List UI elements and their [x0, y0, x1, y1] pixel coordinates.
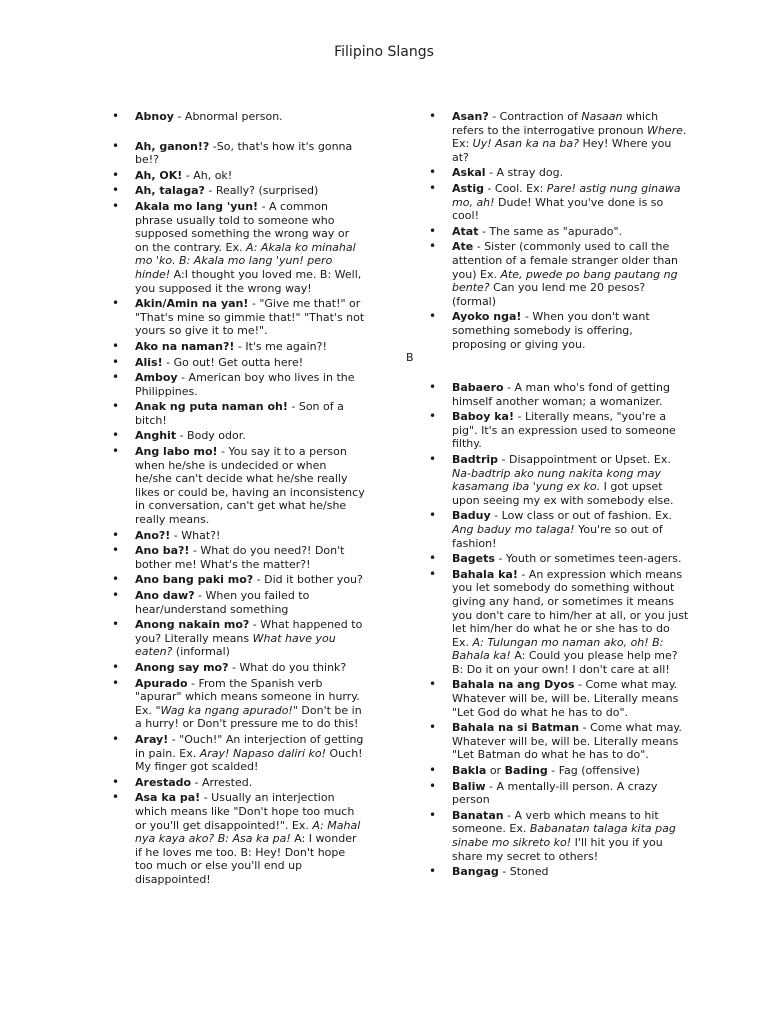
slang-entry: • Ano bang paki mo? - Did it bother you? [110, 573, 366, 587]
left-column [110, 110, 366, 888]
slang-entry: • Apurado - From the Spanish verb "apurar" which means someone in hurry. Ex. "Wag ka ngang apurado!" Don't be in a hurry! or Don't pressure me to do this! [110, 677, 366, 731]
slang-entry: • Akala mo lang 'yun! - A common phrase usually told to someone who supposed something the wrong way or on the contrary. Ex. A: Akala ko minahal mo 'ko. B: Akala mo lang 'yun! pero hinde! A:I thought you loved me. B: Well, you supposed it the wrong way! [110, 200, 366, 295]
slang-entry: • Ano ba?! - What do you need?! Don't bother me! What's the matter?! [110, 544, 366, 571]
slang-entry: • Anong say mo? - What do you think? [110, 661, 366, 675]
slang-entry: • Bahala na si Batman - Come what may. Whatever will be, will be. Literally means "Let Batman do what he has to do". [427, 721, 689, 762]
section-heading-b: B [406, 351, 414, 364]
slang-list-b [427, 381, 689, 879]
slang-entry: • Baduy - Low class or out of fashion. Ex. Ang baduy mo talaga! You're so out of fashion! [427, 509, 689, 550]
slang-entry: • Asan? - Contraction of Nasaan which refers to the interrogative pronoun Where. Ex: Uy! Asan ka na ba? Hey! Where you at? [427, 110, 689, 164]
slang-entry: • Baboy ka! - Literally means, "you're a pig". It's an expression used to someone filthy. [427, 410, 689, 451]
slang-entry: • Bagets - Youth or sometimes teen-agers. [427, 552, 689, 566]
slang-entry: • Ano daw? - When you failed to hear/understand something [110, 589, 366, 616]
slang-entry: • Ayoko nga! - When you don't want something somebody is offering, proposing or giving you. [427, 310, 689, 351]
right-column-a [427, 110, 689, 353]
slang-entry: • Arestado - Arrested. [110, 776, 366, 790]
slang-entry: • Ate - Sister (commonly used to call the attention of a female stranger older than you) Ex. Ate, pwede po bang pautang ng bente? Can you lend me 20 pesos? (formal) [427, 240, 689, 308]
slang-entry: • Amboy - American boy who lives in the Philippines. [110, 371, 366, 398]
right-column-b [427, 381, 689, 881]
slang-entry: • Ah, ganon!? -So, that's how it's gonna be!? [110, 140, 366, 167]
slang-entry: • Badtrip - Disappointment or Upset. Ex. Na-badtrip ako nung nakita kong may kasamang iba 'yung ex ko. I got upset upon seeing my ex with somebody else. [427, 453, 689, 507]
slang-entry: • Ang labo mo! - You say it to a person when he/she is undecided or when he/she can't decide what he/she really likes or could be, having an inconsistency in conversation, can't get what he/she really means. [110, 445, 366, 527]
slang-entry: • Anghit - Body odor. [110, 429, 366, 443]
slang-entry: • Bahala ka! - An expression which means you let somebody do something without giving any hand, or sometimes it means you don't care to him/her at all, or you just let him/her do what he or she has to do Ex. A: Tulungan mo naman ako, oh! B: Bahala ka! A: Could you please help me? B: Do it on your own! I don't care at all! [427, 568, 689, 677]
slang-entry: • Ako na naman?! - It's me again?! [110, 340, 366, 354]
slang-entry: • Ah, talaga? - Really? (surprised) [110, 184, 366, 198]
slang-entry: • Anong nakain mo? - What happened to you? Literally means What have you eaten? (informal) [110, 618, 366, 659]
slang-list-a [427, 110, 689, 351]
slang-entry: • Bakla or Bading - Fag (offensive) [427, 764, 689, 778]
slang-entry: • Aray! - "Ouch!" An interjection of getting in pain. Ex. Aray! Napaso daliri ko! Ouch! My finger got scalded! [110, 733, 366, 774]
slang-entry: • Anak ng puta naman oh! - Son of a bitch! [110, 400, 366, 427]
slang-entry: • Ano?! - What?! [110, 529, 366, 543]
slang-entry: • Bangag - Stoned [427, 865, 689, 879]
slang-entry: • Astig - Cool. Ex: Pare! astig nung ginawa mo, ah! Dude! What you've done is so cool! [427, 182, 689, 223]
slang-entry: • Bahala na ang Dyos - Come what may. Whatever will be, will be. Literally means "Let God do what he has to do". [427, 678, 689, 719]
slang-entry: • Banatan - A verb which means to hit someone. Ex. Babanatan talaga kita pag sinabe mo sikreto ko! I'll hit you if you share my secret to others! [427, 809, 689, 863]
slang-entry: • Asa ka pa! - Usually an interjection which means like "Don't hope too much or you'll get disappointed!". Ex. A: Mahal nya kaya ako? B: Asa ka pa! A: I wonder if he loves me too. B: Hey! Don't hope too much or else you'll end up disappointed! [110, 791, 366, 886]
slang-entry: • Alis! - Go out! Get outta here! [110, 356, 366, 370]
slang-list-left [110, 110, 366, 886]
slang-entry: • Baliw - A mentally-ill person. A crazy person [427, 780, 689, 807]
slang-entry: • Abnoy - Abnormal person. [110, 110, 366, 124]
slang-entry: • Ah, OK! - Ah, ok! [110, 169, 366, 183]
slang-entry: • Askal - A stray dog. [427, 166, 689, 180]
slang-entry: • Babaero - A man who's fond of getting himself another woman; a womanizer. [427, 381, 689, 408]
slang-entry: • Atat - The same as "apurado". [427, 225, 689, 239]
document-title: Filipino Slangs [334, 44, 434, 60]
slang-entry: • Akin/Amin na yan! - "Give me that!" or "That's mine so gimmie that!" "That's not yours so give it to me!". [110, 297, 366, 338]
